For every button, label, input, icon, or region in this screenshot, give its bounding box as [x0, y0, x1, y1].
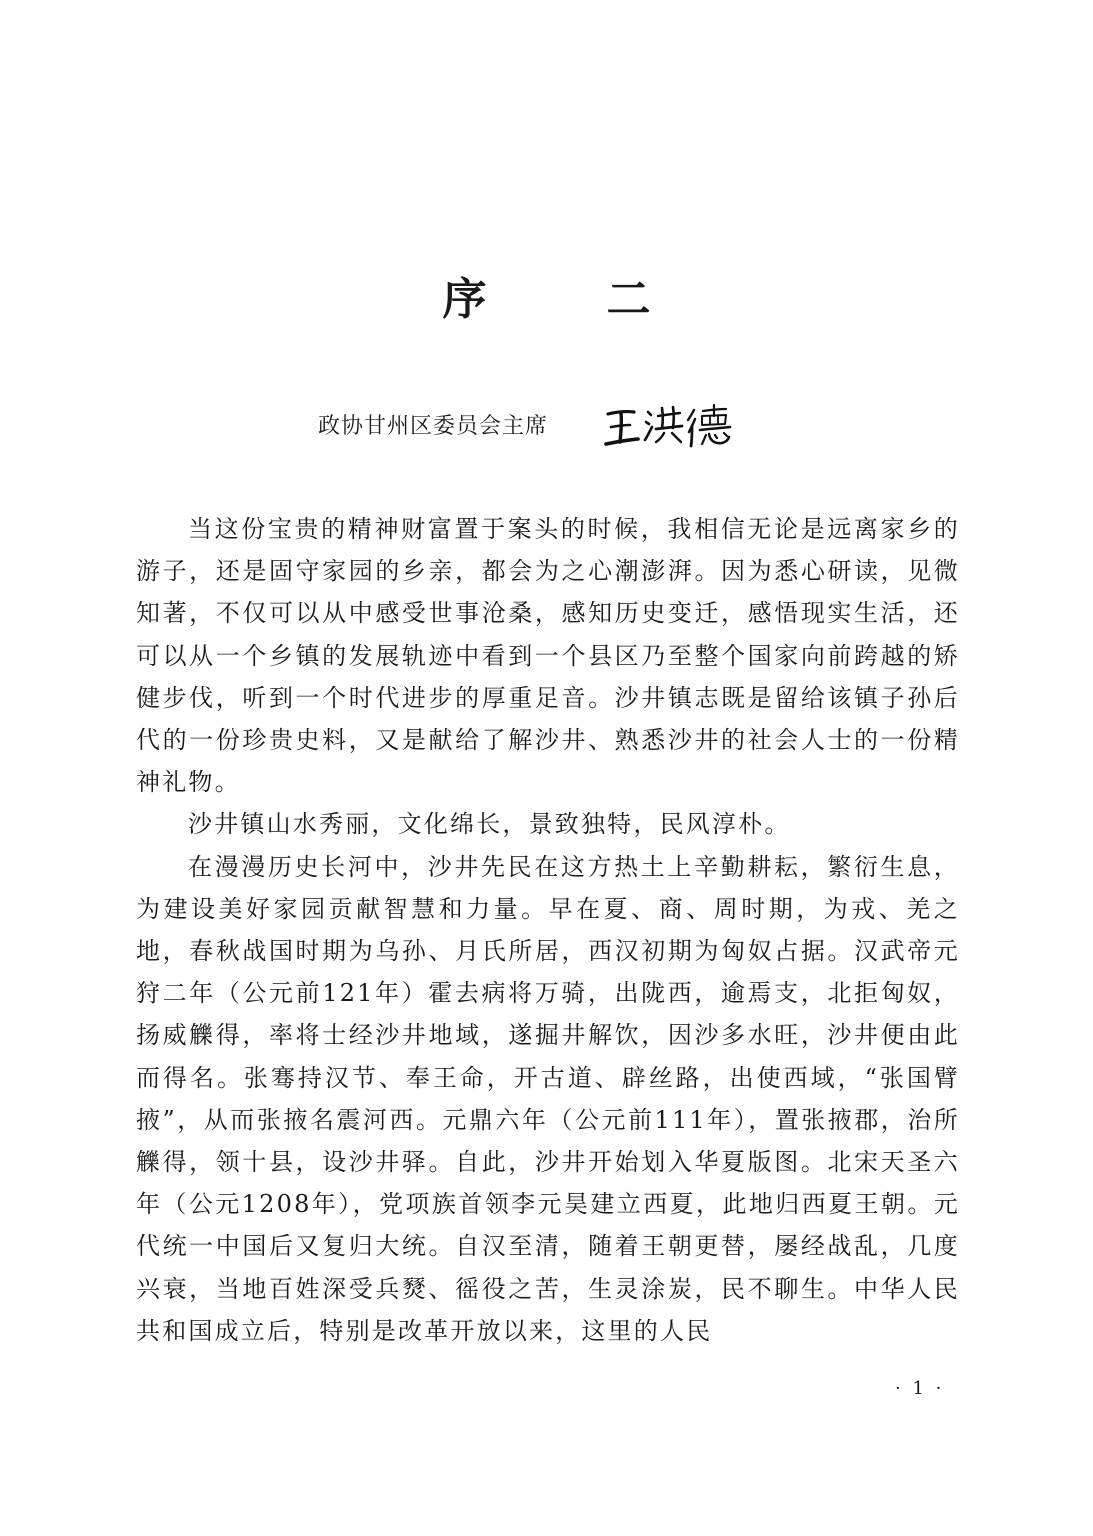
paragraph: 当这份宝贵的精神财富置于案头的时候，我相信无论是远离家乡的游子，还是固守家园的乡亲，都会为之心潮澎湃。因为悉心研读，见微知著，不仅可以从中感受世事沧桑，感知历史变迁，感悟现实生活，还可以从一个乡镇的发展轨迹中看到一个县区乃至整个国家向前跨越的矫健步伐，听到一个时代进步的厚重足音。沙井镇志既是留给该镇子孙后代的一份珍贵史料，又是献给了解沙井、熟悉沙井的社会人士的一份精神礼物。 [136, 515, 960, 797]
paragraph: 在漫漫历史长河中，沙井先民在这方热土上辛勤耕耘，繁衍生息，为建设美好家园贡献智慧和力量。早在夏、商、周时期，为戎、羌之地，春秋战国时期为乌孙、月氏所居，西汉初期为匈奴占据。汉武帝元狩二年（公元前121年）霍去病将万骑，出陇西，逾焉支，北拒匈奴，扬威觻得，率将士经沙井地域，遂掘井解饮，因沙多水旺，沙井便由此而得名。张骞持汉节、奉王命，开古道、辟丝路，出使西域，“张国臂掖”，从而张掖名震河西。元鼎六年（公元前111年），置张掖郡，治所觻得，领十县，设沙井驿。自此，沙井开始划入华夏版图。北宋天圣六年（公元1208年），党项族首领李元昊建立西夏，此地归西夏王朝。元代统一中国后又复归大统。自汉至清，随着王朝更替，屡经战乱，几度兴衰，当地百姓深受兵燹、徭役之苦，生灵涂炭，民不聊生。中华人民共和国成立后，特别是改革开放以来，这里的人民 [136, 852, 960, 1345]
handwritten-signature [602, 402, 742, 452]
author-byline [318, 402, 742, 452]
title-char-1: 序 [442, 274, 487, 325]
page-number: · 1 · [895, 1378, 945, 1399]
author-position: 政协甘州区委员会主席 [318, 414, 549, 439]
title-char-2: 二 [606, 274, 651, 325]
page-title [0, 270, 1093, 330]
preface-body [136, 508, 960, 1352]
paragraph: 沙井镇山水秀丽，文化绵长，景致独特，民风淳朴。 [188, 810, 791, 839]
